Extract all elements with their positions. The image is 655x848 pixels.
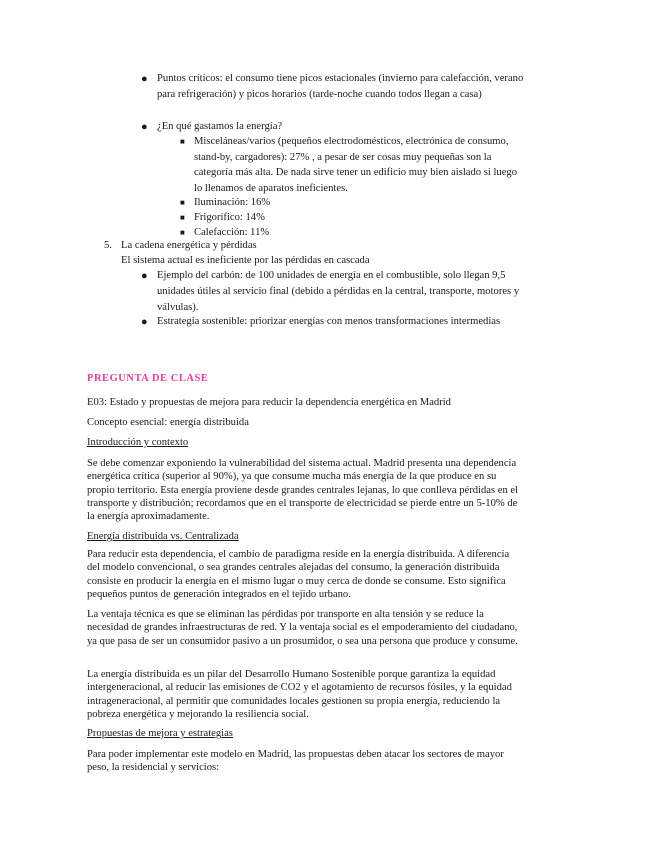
bullet-icon: ● (141, 73, 148, 85)
square-bullet-icon: ■ (180, 198, 185, 207)
distributed-paragraph-2: La ventaja técnica es que se eliminan las pérdidas por transporte en alta tensión y se reduce la necesidad de grandes infraestructuras de red. Y la ventaja social es el empoderamiento del ciudadano, ya que pasa de ser un consumidor pasivo a un prosumidor, o sea una persona que produce y consume. (87, 609, 518, 647)
distributed-heading: Energía distribuida vs. Centralizada (87, 531, 239, 542)
distributed-paragraph-1: Para reducir esta dependencia, el cambio de paradigma reside en la energía distribuida. A diferencia del modelo convencional, o sea grandes centrales alejadas del consumo, la generación distribuida consiste en producir la energía en el mismo lugar o muy cerca de donde se consume. Esto significa pequeños puntos de generación integrados en el tejido urbano. (87, 549, 510, 600)
list-item: Puntos críticos: el consumo tiene picos estacionales (invierno para calefacción, verano para refrigeración) y picos horarios (tarde-noche cuando todos llegan a casa) (157, 73, 524, 100)
sub-list-item: Iluminación: 16% (194, 197, 271, 208)
square-bullet-icon: ■ (180, 213, 185, 222)
bullet-icon: ● (141, 316, 148, 328)
section-number: 5. (104, 240, 112, 251)
list-item: ¿En qué gastamos la energía? (157, 121, 283, 132)
list-item: Ejemplo del carbón: de 100 unidades de energía en el combustible, solo llegan 9,5 unidades útiles al servicio final (debido a pérdidas en la central, transporte, motores y válvulas). (157, 270, 520, 313)
section-title: La cadena energética y pérdidas (121, 240, 257, 251)
distributed-paragraph-3: La energía distribuida es un pilar del Desarrollo Humano Sostenible porque garantiza la equidad intergeneracional, al reducir las emisiones de CO2 y el agotamiento de recursos fósiles, y la equidad intrageneracional, al permitir que comunidades locales gestionen su propia energía, reduciendo la pobreza energética y mejorando la resiliencia social. (87, 669, 512, 720)
square-bullet-icon: ■ (180, 137, 185, 146)
subject-line: E03: Estado y propuestas de mejora para reducir la dependencia energética en Madrid (87, 397, 451, 408)
intro-paragraph: Se debe comenzar exponiendo la vulnerabilidad del sistema actual. Madrid presenta una dependencia energética crítica (superior al 90%), ya que consume mucha más energía de la que produce en su propio territorio. Esta energía proviene desde grandes centrales lejanas, lo que conlleva pérdidas en el transporte y distribución; recordamos que en el transporte de electricidad se pierde entre un 5-10% de la energía aproximadamente. (87, 458, 519, 523)
sub-list-item: Misceláneas/varios (pequeños electrodomésticos, electrónica de consumo, stand-by, cargadores): 27% , a pesar de ser cosas muy pequeñas son la categoría más alta. De nada sirve tener un edificio muy bien aislado si luego lo llenamos de aparatos ineficientes. (194, 136, 517, 194)
section-intro: El sistema actual es ineficiente por las pérdidas en cascada (121, 255, 370, 266)
concept-line: Concepto esencial: energía distribuida (87, 417, 249, 428)
square-bullet-icon: ■ (180, 228, 185, 237)
sub-list-item: Calefacción: 11% (194, 227, 270, 238)
sub-list-item: Frigorífico: 14% (194, 212, 265, 223)
section-heading: PREGUNTA DE CLASE (87, 373, 209, 384)
bullet-icon: ● (141, 121, 148, 133)
proposals-heading: Propuestas de mejora y estrategias (87, 728, 233, 739)
bullet-icon: ● (141, 270, 148, 282)
intro-heading: Introducción y contexto (87, 437, 189, 448)
proposals-paragraph: Para poder implementar este modelo en Madrid, las propuestas deben atacar los sectores de mayor peso, la residencial y servicios: (87, 749, 504, 774)
list-item: Estrategia sostenible: priorizar energías con menos transformaciones intermedias (157, 316, 501, 327)
